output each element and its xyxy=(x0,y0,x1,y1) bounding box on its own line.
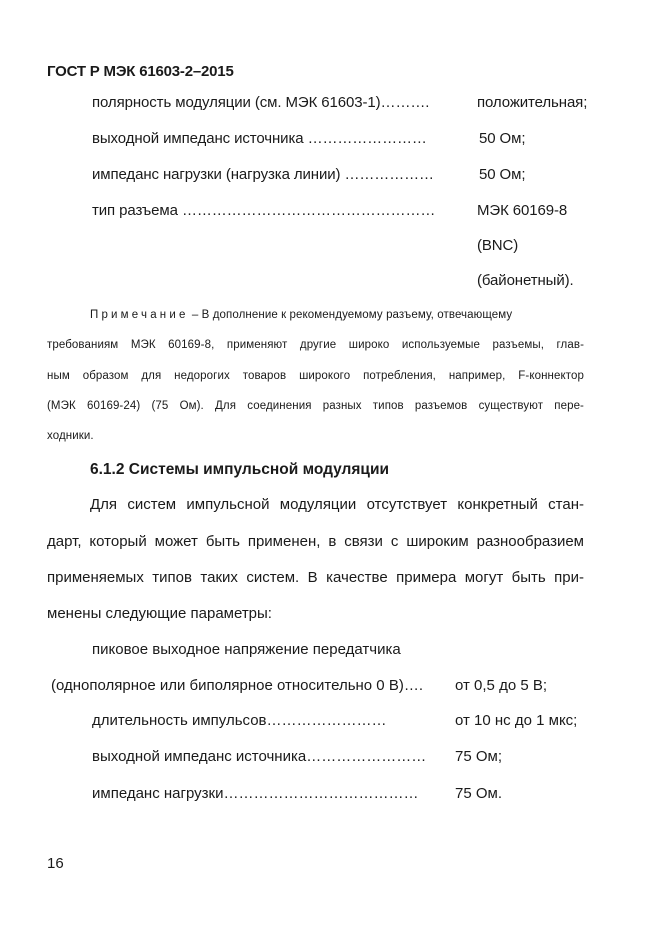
param-polarity-label: полярность модуляции (см. МЭК 61603-1)………. xyxy=(92,94,430,111)
paragraph-line-1: Для систем импульсной модуляции отсутствует конкретный стан- xyxy=(90,496,584,513)
param-load-impedance-label: импеданс нагрузки (нагрузка линии) ……………… xyxy=(92,166,434,183)
param-connector-value: МЭК 60169-8 xyxy=(477,202,568,219)
note-line-4: (МЭК 60169-24) (75 Ом). Для соединения разных типов разъемов существуют пере- xyxy=(47,400,584,412)
note-label: Примечание xyxy=(90,309,189,321)
param-peak-voltage-label-line2: (однополярное или биполярное относительно 0 В)…. xyxy=(51,677,423,694)
note-line-5: ходники. xyxy=(47,430,94,442)
note-line-3-wrap xyxy=(47,370,584,382)
param-source-impedance2-label: выходной импеданс источника…………………… xyxy=(92,748,427,765)
page-number: 16 xyxy=(47,855,64,872)
note-first-line xyxy=(90,309,512,321)
param-pulse-duration-label: длительность импульсов…………………… xyxy=(92,712,387,729)
document-header: ГОСТ Р МЭК 61603-2–2015 xyxy=(47,63,234,80)
param-load-impedance2-value: 75 Ом. xyxy=(455,785,502,802)
param-connector-bnc: (BNC) xyxy=(477,237,519,254)
param-load-impedance-value: 50 Ом; xyxy=(479,166,526,183)
param-connector-bayonet: (байонетный). xyxy=(477,272,574,289)
param-polarity-value: положительная; xyxy=(477,94,588,111)
param-source-impedance2-value: 75 Ом; xyxy=(455,748,502,765)
section-heading: 6.1.2 Системы импульсной модуляции xyxy=(90,461,390,478)
param-load-impedance2-label: импеданс нагрузки………………………………… xyxy=(92,785,419,802)
param-pulse-duration-value: от 10 нс до 1 мкс; xyxy=(455,712,578,729)
param-peak-voltage-value: от 0,5 до 5 В; xyxy=(455,677,548,694)
paragraph-line-1-wrap xyxy=(90,496,584,513)
note-line-2: требованиям МЭК 60169-8, применяют другие широко используемые разъемы, глав- xyxy=(47,339,584,351)
paragraph-line-4: менены следующие параметры: xyxy=(47,605,272,622)
paragraph-line-3: применяемых типов таких систем. В качестве примера могут быть при- xyxy=(47,569,584,586)
param-source-impedance-value: 50 Ом; xyxy=(479,130,526,147)
paragraph-line-3-wrap xyxy=(47,569,584,586)
note-line-4-wrap xyxy=(47,400,584,412)
note-line-2-wrap xyxy=(47,339,584,351)
param-source-impedance-label: выходной импеданс источника …………………… xyxy=(92,130,427,147)
note-line-1: – В дополнение к рекомендуемому разъему, отвечающему xyxy=(191,309,513,321)
paragraph-line-2: дарт, который может быть применен, в связи с широким разнообразием xyxy=(47,533,584,550)
paragraph-line-2-wrap xyxy=(47,533,584,550)
param-connector-label: тип разъема …………………………………………… xyxy=(92,202,436,219)
param-peak-voltage-label-line1: пиковое выходное напряжение передатчика xyxy=(92,641,401,658)
note-line-3: ным образом для недорогих товаров широкого потребления, например, F-коннектор xyxy=(47,370,584,382)
